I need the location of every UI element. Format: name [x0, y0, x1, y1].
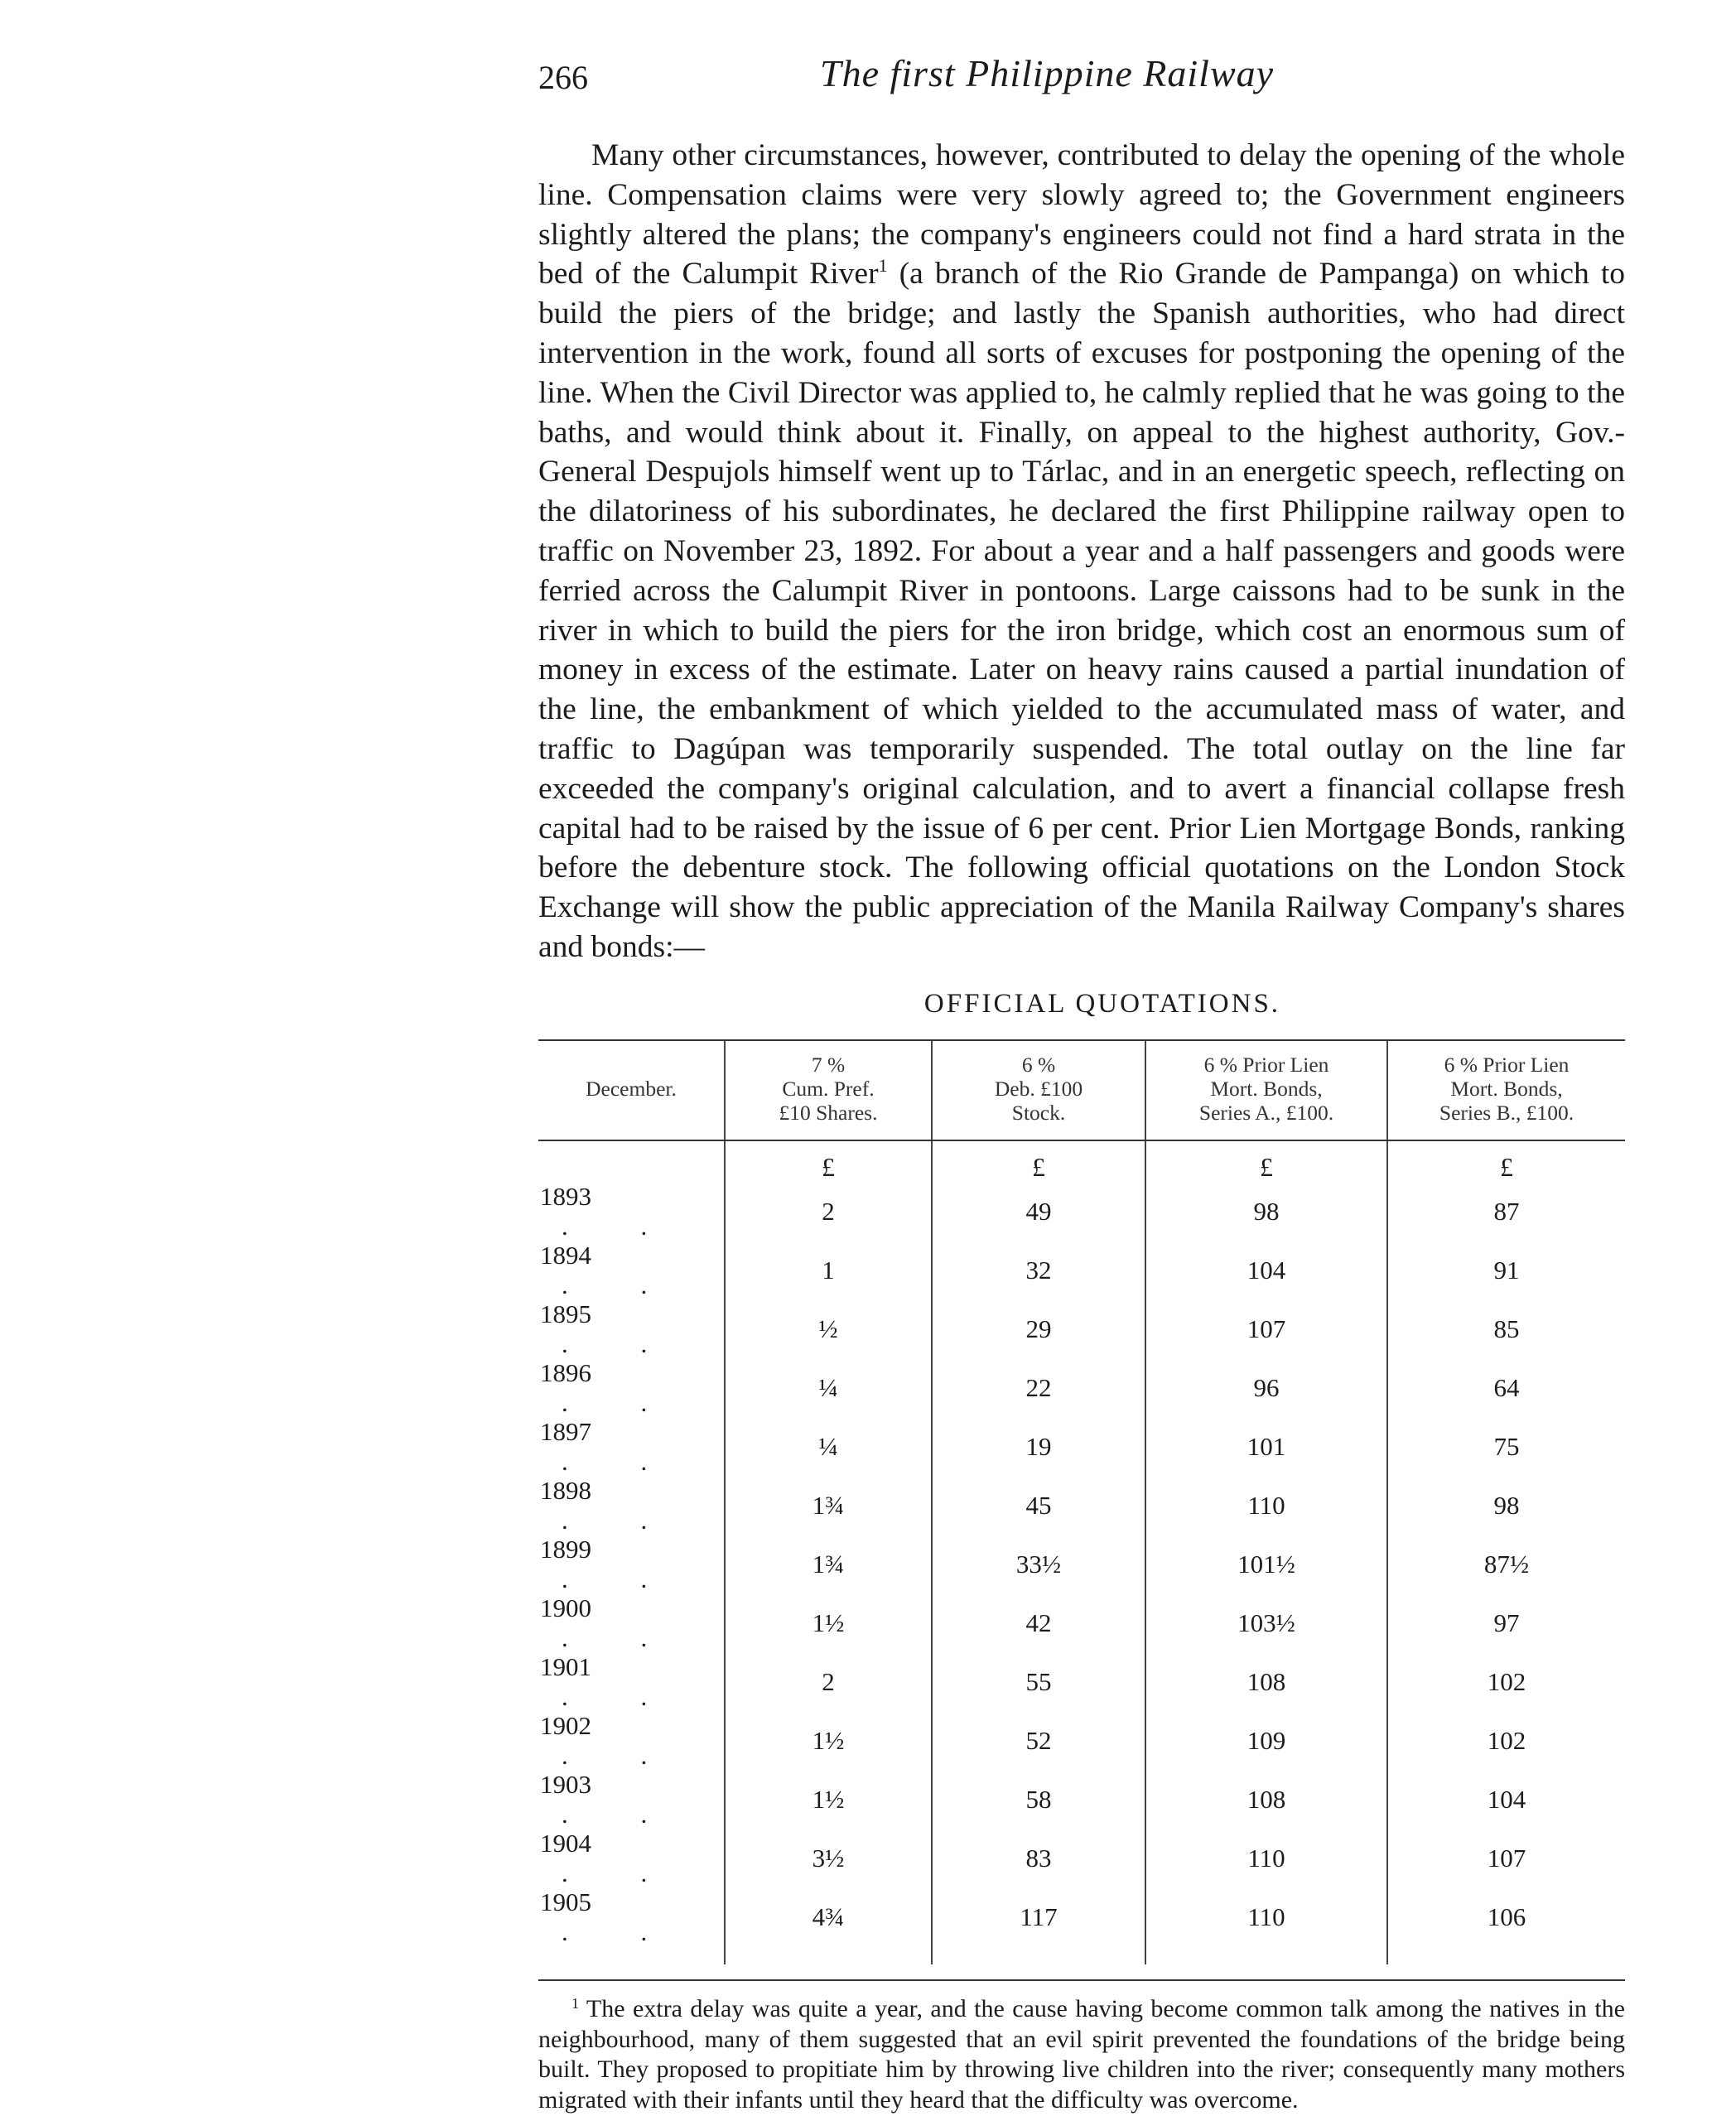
quote-cell: 87	[1387, 1182, 1625, 1241]
quote-cell: 101½	[1145, 1535, 1387, 1593]
table-row	[538, 1829, 1625, 1887]
leader-dots: . .	[562, 1858, 681, 1887]
unit-cell: £	[725, 1140, 932, 1183]
quote-cell: 117	[932, 1887, 1145, 1964]
table-row	[538, 1358, 1625, 1417]
year-cell	[538, 1535, 725, 1593]
year-cell	[538, 1182, 725, 1241]
quote-cell: 109	[1145, 1711, 1387, 1770]
quote-cell: 33½	[932, 1535, 1145, 1593]
column-header	[538, 1040, 725, 1140]
quote-cell: 1¾	[725, 1476, 932, 1535]
year-cell	[538, 1299, 725, 1358]
column-header-line: Stock.	[1011, 1100, 1066, 1125]
table-row	[538, 1535, 1625, 1593]
quote-cell: 55	[932, 1652, 1145, 1711]
footnote	[538, 1994, 1625, 2115]
quote-cell: 97	[1387, 1593, 1625, 1652]
footnote-rule	[538, 1979, 1625, 1981]
book-page	[538, 51, 1625, 2115]
year-value: 1897	[540, 1417, 591, 1447]
column-header-line: 7 %	[811, 1052, 846, 1077]
quote-cell: 110	[1145, 1476, 1387, 1535]
quote-cell: 103½	[1145, 1593, 1387, 1652]
quote-cell: 106	[1387, 1887, 1625, 1964]
table-row	[538, 1652, 1625, 1711]
page-number: 266	[538, 59, 588, 96]
quote-cell: ½	[725, 1299, 932, 1358]
quote-cell: 29	[932, 1299, 1145, 1358]
leader-dots: . .	[562, 1505, 681, 1535]
year-value: 1895	[540, 1299, 591, 1329]
footnote-marker: 1	[571, 1995, 579, 2012]
year-cell	[538, 1241, 725, 1299]
quote-cell: 110	[1145, 1829, 1387, 1887]
official-quotations-table	[538, 1039, 1625, 1965]
quote-cell: 110	[1145, 1887, 1387, 1964]
year-value: 1903	[540, 1770, 591, 1800]
quote-cell: ¼	[725, 1417, 932, 1476]
table-title: OFFICIAL QUOTATIONS.	[923, 988, 1281, 1019]
table-row	[538, 1887, 1625, 1964]
main-paragraph	[538, 136, 1625, 967]
column-header-line: Cum. Pref.	[782, 1076, 875, 1101]
table-row	[538, 1182, 1625, 1241]
quote-cell: 75	[1387, 1417, 1625, 1476]
unit-cell: £	[932, 1140, 1145, 1183]
quote-cell: 104	[1387, 1770, 1625, 1829]
year-cell	[538, 1829, 725, 1887]
quote-cell: 1½	[725, 1770, 932, 1829]
header-row	[538, 1040, 1625, 1140]
quote-cell: 64	[1387, 1358, 1625, 1417]
quote-cell: 108	[1145, 1770, 1387, 1829]
column-header-line: £10 Shares.	[779, 1100, 878, 1125]
leader-dots: . .	[562, 1622, 681, 1652]
column-header-line: 6 % Prior Lien	[1203, 1052, 1329, 1077]
quote-cell: 45	[932, 1476, 1145, 1535]
leader-dots: . .	[562, 1740, 681, 1770]
leader-dots: . .	[562, 1681, 681, 1711]
table-body	[538, 1140, 1625, 1965]
year-value: 1898	[540, 1476, 591, 1506]
leader-dots: . .	[562, 1564, 681, 1593]
quote-cell: 102	[1387, 1652, 1625, 1711]
column-header	[1387, 1040, 1625, 1140]
table-row	[538, 1476, 1625, 1535]
year-value: 1905	[540, 1887, 591, 1917]
column-header-line: Series B., £100.	[1439, 1100, 1574, 1125]
column-header-line: Series A., £100.	[1198, 1100, 1334, 1125]
year-cell	[538, 1476, 725, 1535]
quote-cell: 108	[1145, 1652, 1387, 1711]
footnote-reference: 1	[878, 255, 888, 277]
paragraph-text-part-2: (a branch of the Rio Grande de Pampanga) on which to build the piers of the bridge; and lastly the Spanish authorities, who had direct intervention in the work, found all sorts of excuses for postponing the opening of the line. When the Civil Director was applied to, he calmly replied that he was going to the baths, and would think about it. Finally, on appeal to the highest authority, Gov.-General Despujols himself went up to Tárlac, and in an energetic speech, reflecting on the dilatoriness of his subordinates, he declared the first Philippine railway open to traffic on November 23, 1892. For about a year and a half passengers and goods were ferried across the Calumpit River in pontoons. Large caissons had to be sunk in the river in which to build the piers for the iron bridge, which cost an enormous sum of money in excess of the estimate. Later on heavy rains caused a partial inundation of the line, the embankment of which yielded to the accumulated mass of water, and traffic to Dagúpan was temporarily suspended. The total outlay on the line far exceeded the company's original calculation, and to avert a financial collapse fresh capital had to be raised by the issue of 6 per cent. Prior Lien Mortgage Bonds, ranking before the debenture stock. The following official quotations on the London Stock Exchange will show the public appreciation of the Manila Railway Company's shares and bonds:—	[538, 257, 1625, 964]
quote-cell: 107	[1387, 1829, 1625, 1887]
footnote-text: The extra delay was quite a year, and the cause having become common talk among the natives in the neighbourhood, many of them suggested that an evil spirit prevented the foundations of the bridge being built. They proposed to propitiate him by throwing live children into the river; consequently many mothers migrated with their infants until they heard that the difficulty was overcome.	[538, 1995, 1625, 2114]
quote-cell: 1½	[725, 1593, 932, 1652]
leader-dots: . .	[562, 1446, 681, 1476]
year-cell	[538, 1652, 725, 1711]
table-row	[538, 1299, 1625, 1358]
quote-cell: 96	[1145, 1358, 1387, 1417]
quote-cell: 2	[725, 1182, 932, 1241]
year-value: 1893	[540, 1182, 591, 1212]
column-header-line: Mort. Bonds,	[1450, 1076, 1563, 1101]
year-value: 1901	[540, 1652, 591, 1682]
unit-cell: £	[1387, 1140, 1625, 1183]
column-header-line: Mort. Bonds,	[1210, 1076, 1323, 1101]
column-header	[725, 1040, 932, 1140]
year-value: 1904	[540, 1829, 591, 1858]
year-cell	[538, 1711, 725, 1770]
year-cell	[538, 1417, 725, 1476]
table-row	[538, 1770, 1625, 1829]
year-cell	[538, 1770, 725, 1829]
table-row	[538, 1593, 1625, 1652]
year-value: 1900	[540, 1593, 591, 1623]
quote-cell: 19	[932, 1417, 1145, 1476]
quote-cell: 101	[1145, 1417, 1387, 1476]
quote-cell: 58	[932, 1770, 1145, 1829]
table-header-row	[538, 1040, 1625, 1140]
table-row	[538, 1417, 1625, 1476]
year-value: 1899	[540, 1535, 591, 1564]
page-header	[538, 51, 1625, 118]
quote-cell: 83	[932, 1829, 1145, 1887]
quote-cell: 3½	[725, 1829, 932, 1887]
leader-dots: . .	[562, 1328, 681, 1358]
quote-cell: 4¾	[725, 1887, 932, 1964]
quote-cell: 98	[1145, 1182, 1387, 1241]
quote-cell: 85	[1387, 1299, 1625, 1358]
column-header-line: Deb. £100	[994, 1076, 1083, 1101]
quote-cell: ¼	[725, 1358, 932, 1417]
quote-cell: 2	[725, 1652, 932, 1711]
leader-dots: . .	[562, 1211, 681, 1241]
quote-cell: 102	[1387, 1711, 1625, 1770]
quote-cell: 22	[932, 1358, 1145, 1417]
column-header-line: December.	[586, 1076, 677, 1101]
year-cell	[538, 1358, 725, 1417]
leader-dots: . .	[562, 1799, 681, 1829]
quote-cell: 49	[932, 1182, 1145, 1241]
quote-cell: 1¾	[725, 1535, 932, 1593]
leader-dots: . .	[562, 1916, 681, 1946]
column-header	[1145, 1040, 1387, 1140]
running-title: The first Philippine Railway	[820, 52, 1275, 94]
year-cell	[538, 1593, 725, 1652]
units-row	[538, 1140, 1625, 1183]
quote-cell: 104	[1145, 1241, 1387, 1299]
year-value: 1894	[540, 1241, 591, 1270]
column-header-line: 6 %	[1021, 1052, 1056, 1077]
quote-cell: 52	[932, 1711, 1145, 1770]
quote-cell: 87½	[1387, 1535, 1625, 1593]
quote-cell: 42	[932, 1593, 1145, 1652]
year-cell	[538, 1887, 725, 1964]
quote-cell: 98	[1387, 1476, 1625, 1535]
quote-cell: 32	[932, 1241, 1145, 1299]
unit-cell	[538, 1140, 725, 1183]
column-header	[932, 1040, 1145, 1140]
column-header-line: 6 % Prior Lien	[1444, 1052, 1570, 1077]
quote-cell: 1	[725, 1241, 932, 1299]
leader-dots: . .	[562, 1270, 681, 1299]
unit-cell: £	[1145, 1140, 1387, 1183]
leader-dots: . .	[562, 1387, 681, 1417]
year-value: 1896	[540, 1358, 591, 1388]
table-row	[538, 1241, 1625, 1299]
quote-cell: 107	[1145, 1299, 1387, 1358]
year-value: 1902	[540, 1711, 591, 1741]
quote-cell: 91	[1387, 1241, 1625, 1299]
quote-cell: 1½	[725, 1711, 932, 1770]
paragraph-text-part-1: Many other circumstances, however, contributed to delay the opening of the whole line. Compensation claims were very slowly agreed to; the Government engineers slightly altered the plans; the company's engineers could not find a hard strata in the bed of the Calumpit River	[538, 138, 1625, 292]
table-row	[538, 1711, 1625, 1770]
